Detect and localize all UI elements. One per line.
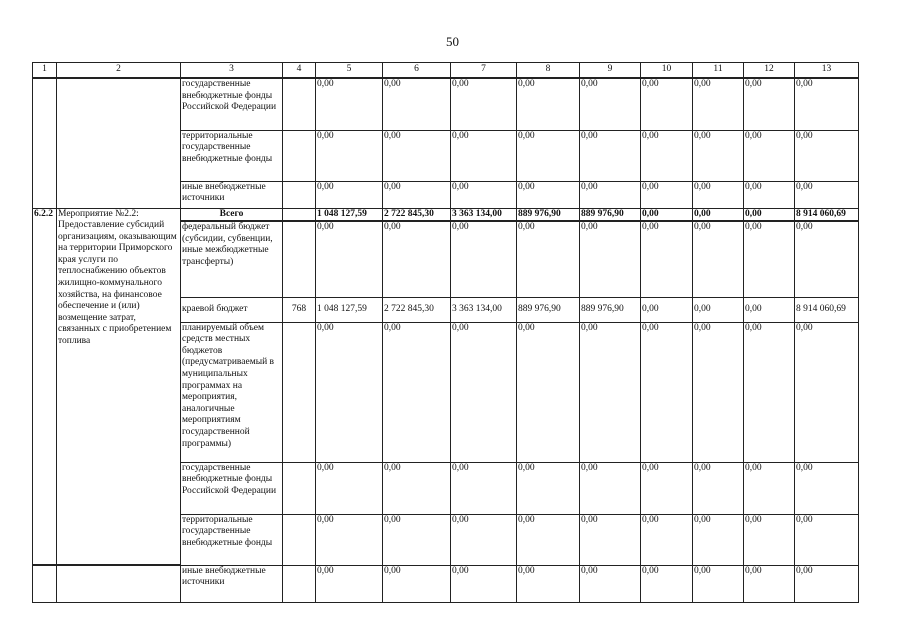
amount-cell: 0,00 xyxy=(744,565,795,602)
funding-source: государственные внебюджетные фонды Российской Федерации xyxy=(181,462,283,514)
amount-cell: 0,00 xyxy=(517,181,580,208)
total-amount: 2 722 845,30 xyxy=(383,208,451,221)
amount-cell: 0,00 xyxy=(693,565,744,602)
budget-table xyxy=(32,62,859,603)
total-amount: 889 976,90 xyxy=(517,208,580,221)
table-row xyxy=(33,565,859,602)
amount-cell: 0,00 xyxy=(383,514,451,565)
amount-cell: 8 914 060,69 xyxy=(795,297,859,322)
amount-cell: 0,00 xyxy=(316,565,383,602)
header-cell: 6 xyxy=(383,63,451,79)
header-row xyxy=(33,63,859,79)
amount-cell: 0,00 xyxy=(580,130,641,181)
amount-cell: 0,00 xyxy=(641,297,693,322)
amount-cell: 0,00 xyxy=(580,181,641,208)
amount-cell: 0,00 xyxy=(517,221,580,297)
budget-code xyxy=(283,221,316,297)
amount-cell: 0,00 xyxy=(744,462,795,514)
amount-cell: 0,00 xyxy=(795,130,859,181)
budget-code xyxy=(283,130,316,181)
header-cell: 3 xyxy=(181,63,283,79)
amount-cell: 0,00 xyxy=(316,78,383,130)
amount-cell: 0,00 xyxy=(517,130,580,181)
amount-cell: 0,00 xyxy=(641,322,693,462)
amount-cell: 0,00 xyxy=(580,462,641,514)
total-row xyxy=(33,208,859,221)
amount-cell: 0,00 xyxy=(580,78,641,130)
table-row xyxy=(33,78,859,130)
amount-cell: 0,00 xyxy=(451,181,517,208)
header-cell: 5 xyxy=(316,63,383,79)
funding-source: территориальные государственные внебюджетные фонды xyxy=(181,514,283,565)
amount-cell: 0,00 xyxy=(795,322,859,462)
total-amount: 8 914 060,69 xyxy=(795,208,859,221)
page-number: 50 xyxy=(446,34,459,49)
amount-cell: 0,00 xyxy=(383,462,451,514)
amount-cell: 0,00 xyxy=(795,221,859,297)
amount-cell: 0,00 xyxy=(383,130,451,181)
header-cell: 8 xyxy=(517,63,580,79)
total-amount: 0,00 xyxy=(744,208,795,221)
amount-cell: 0,00 xyxy=(641,221,693,297)
amount-cell: 0,00 xyxy=(316,514,383,565)
funding-source: федеральный бюджет (субсидии, субвенции, иные межбюджетные трансферты) xyxy=(181,221,283,297)
amount-cell: 0,00 xyxy=(693,130,744,181)
amount-cell: 0,00 xyxy=(795,514,859,565)
amount-cell: 0,00 xyxy=(451,130,517,181)
amount-cell: 0,00 xyxy=(744,78,795,130)
amount-cell: 0,00 xyxy=(316,322,383,462)
measure-cell xyxy=(57,78,181,208)
total-label: Всего xyxy=(181,208,283,221)
amount-cell: 0,00 xyxy=(517,565,580,602)
amount-cell: 0,00 xyxy=(641,514,693,565)
amount-cell: 0,00 xyxy=(693,221,744,297)
amount-cell: 0,00 xyxy=(641,78,693,130)
amount-cell: 0,00 xyxy=(517,78,580,130)
header-cell: 9 xyxy=(580,63,641,79)
amount-cell: 0,00 xyxy=(451,78,517,130)
header-cell: 10 xyxy=(641,63,693,79)
total-amount: 1 048 127,59 xyxy=(316,208,383,221)
amount-cell: 0,00 xyxy=(451,462,517,514)
budget-code xyxy=(283,208,316,221)
budget-code xyxy=(283,565,316,602)
amount-cell: 0,00 xyxy=(383,78,451,130)
amount-cell: 889 976,90 xyxy=(580,297,641,322)
amount-cell: 0,00 xyxy=(744,221,795,297)
amount-cell: 889 976,90 xyxy=(517,297,580,322)
funding-source: территориальные государственные внебюджетные фонды xyxy=(181,130,283,181)
amount-cell: 0,00 xyxy=(744,130,795,181)
amount-cell: 0,00 xyxy=(795,565,859,602)
amount-cell: 0,00 xyxy=(641,565,693,602)
budget-code xyxy=(283,181,316,208)
funding-source: государственные внебюджетные фонды Российской Федерации xyxy=(181,78,283,130)
funding-source: иные внебюджетные источники xyxy=(181,565,283,602)
amount-cell: 0,00 xyxy=(693,78,744,130)
amount-cell: 0,00 xyxy=(316,221,383,297)
measure-title: Мероприятие №2.2: Предоставление субсидий организациям, оказывающим на территории Приморского края услуги по теплоснабжению объектов жилищно-коммунального хозяйства, на финансовое обеспечение и (или) возмещение затрат, связанных с приобретением топлива xyxy=(57,208,181,565)
amount-cell: 0,00 xyxy=(744,297,795,322)
amount-cell: 0,00 xyxy=(795,181,859,208)
amount-cell: 0,00 xyxy=(744,181,795,208)
amount-cell: 0,00 xyxy=(580,514,641,565)
amount-cell: 0,00 xyxy=(641,462,693,514)
amount-cell: 0,00 xyxy=(383,565,451,602)
funding-source: иные внебюджетные источники xyxy=(181,181,283,208)
amount-cell: 0,00 xyxy=(641,181,693,208)
total-amount: 0,00 xyxy=(693,208,744,221)
amount-cell: 0,00 xyxy=(693,297,744,322)
budget-code xyxy=(283,322,316,462)
measure-code: 6.2.2 xyxy=(33,208,57,565)
amount-cell: 0,00 xyxy=(316,130,383,181)
header-cell: 7 xyxy=(451,63,517,79)
amount-cell: 3 363 134,00 xyxy=(451,297,517,322)
amount-cell: 0,00 xyxy=(451,565,517,602)
header-cell: 2 xyxy=(57,63,181,79)
budget-code xyxy=(283,78,316,130)
amount-cell: 0,00 xyxy=(451,221,517,297)
amount-cell: 0,00 xyxy=(316,462,383,514)
amount-cell: 0,00 xyxy=(795,78,859,130)
code-cell xyxy=(33,78,57,208)
total-amount: 0,00 xyxy=(641,208,693,221)
amount-cell: 0,00 xyxy=(744,322,795,462)
budget-code xyxy=(283,514,316,565)
amount-cell: 0,00 xyxy=(316,181,383,208)
budget-code xyxy=(283,462,316,514)
amount-cell: 0,00 xyxy=(580,565,641,602)
amount-cell: 0,00 xyxy=(383,322,451,462)
amount-cell: 0,00 xyxy=(795,462,859,514)
total-amount: 889 976,90 xyxy=(580,208,641,221)
header-cell: 13 xyxy=(795,63,859,79)
header-cell: 12 xyxy=(744,63,795,79)
amount-cell: 0,00 xyxy=(383,181,451,208)
amount-cell: 0,00 xyxy=(693,181,744,208)
amount-cell: 0,00 xyxy=(517,514,580,565)
amount-cell: 0,00 xyxy=(580,221,641,297)
header-cell: 11 xyxy=(693,63,744,79)
amount-cell: 0,00 xyxy=(693,462,744,514)
code-cell xyxy=(33,565,57,602)
amount-cell: 0,00 xyxy=(580,322,641,462)
amount-cell: 0,00 xyxy=(383,221,451,297)
amount-cell: 0,00 xyxy=(517,322,580,462)
amount-cell: 1 048 127,59 xyxy=(316,297,383,322)
budget-code: 768 xyxy=(283,297,316,322)
amount-cell: 0,00 xyxy=(451,322,517,462)
amount-cell: 2 722 845,30 xyxy=(383,297,451,322)
funding-source: краевой бюджет xyxy=(181,297,283,322)
amount-cell: 0,00 xyxy=(517,462,580,514)
amount-cell: 0,00 xyxy=(451,514,517,565)
funding-source: планируемый объем средств местных бюджетов (предусматриваемый в муниципальных программах на мероприятия, аналогичные мероприятиям государственной программы) xyxy=(181,322,283,462)
amount-cell: 0,00 xyxy=(641,130,693,181)
amount-cell: 0,00 xyxy=(744,514,795,565)
total-amount: 3 363 134,00 xyxy=(451,208,517,221)
header-cell: 1 xyxy=(33,63,57,79)
header-cell: 4 xyxy=(283,63,316,79)
amount-cell: 0,00 xyxy=(693,514,744,565)
measure-cell xyxy=(57,565,181,602)
amount-cell: 0,00 xyxy=(693,322,744,462)
